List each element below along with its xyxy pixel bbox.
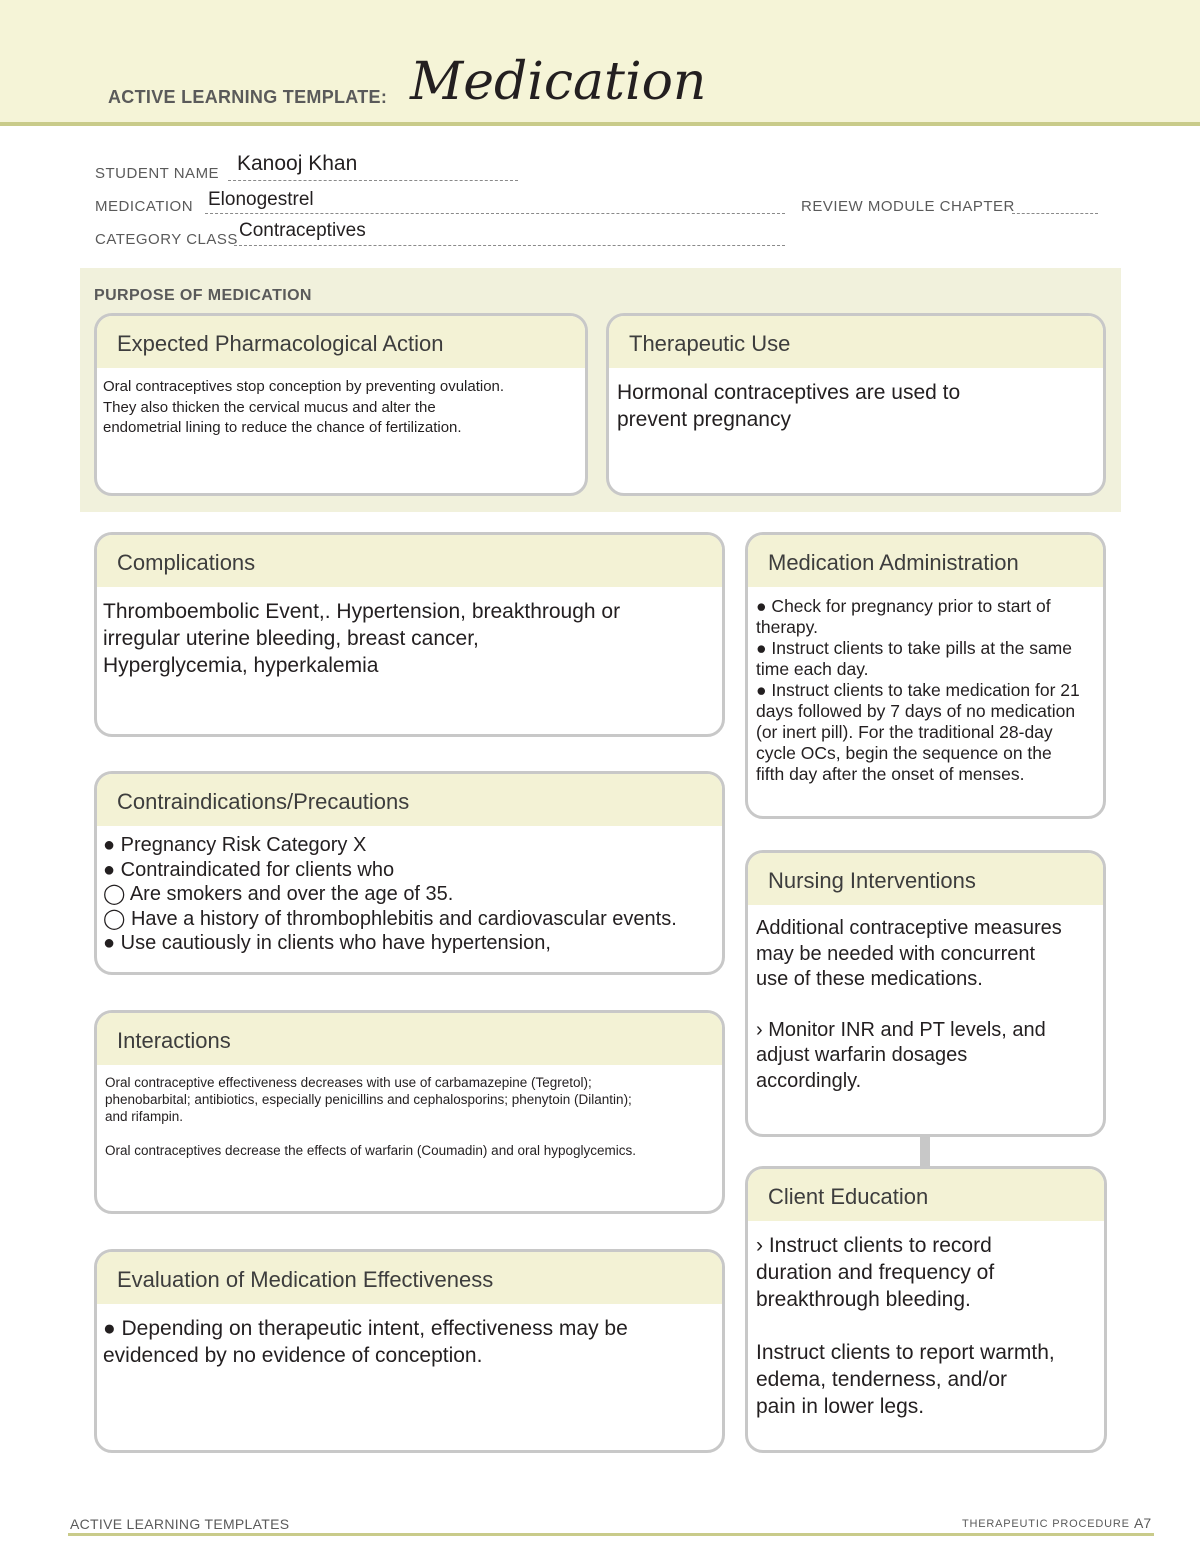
footer-rule: [68, 1533, 1154, 1536]
administration-line: therapy.: [756, 617, 818, 637]
nursing-line: use of these medications.: [756, 968, 983, 990]
education-line: Instruct clients to report warmth,: [756, 1341, 1055, 1364]
expected-action-body: [97, 368, 585, 439]
nursing-line: Additional contraceptive measures: [756, 917, 1062, 939]
expected-action-line: endometrial lining to reduce the chance of fertilization.: [103, 419, 462, 436]
complications-title: Complications: [97, 535, 722, 587]
administration-body: [748, 587, 1103, 785]
paragraph-gap: [756, 993, 1097, 1018]
review-module-line: [1012, 213, 1098, 214]
interactions-card: [94, 1010, 725, 1214]
contraindications-line: ◯ Have a history of thrombophlebitis and cardiovascular events.: [103, 907, 677, 930]
review-module-label: REVIEW MODULE CHAPTER: [801, 198, 1015, 215]
administration-line: time each day.: [756, 659, 869, 679]
nursing-title: Nursing Interventions: [748, 853, 1103, 905]
nursing-line: may be needed with concurrent: [756, 942, 1036, 965]
contraindications-body: [97, 826, 722, 956]
expected-action-title: Expected Pharmacological Action: [97, 316, 585, 368]
nursing-line: accordingly.: [756, 1069, 862, 1092]
education-line: edema, tenderness, and/or: [756, 1368, 1007, 1391]
contraindications-line: ● Use cautiously in clients who have hypertension,: [103, 932, 551, 954]
therapeutic-use-body: [609, 368, 1103, 433]
administration-line: cycle OCs, begin the sequence on the: [756, 743, 1052, 763]
administration-card: [745, 532, 1106, 819]
contraindications-line: ◯ Are smokers and over the age of 35.: [103, 883, 454, 905]
nursing-card: [745, 850, 1106, 1137]
interactions-line: phenobarbital; antibiotics, especially penicillins and cephalosporins; phenytoin (Dilantin);: [105, 1092, 632, 1107]
evaluation-body: [97, 1304, 722, 1369]
complications-line: Hyperglycemia, hyperkalemia: [103, 654, 379, 677]
administration-title: Medication Administration: [748, 535, 1103, 587]
administration-line: ● Instruct clients to take medication for 21: [756, 680, 1080, 700]
category-class-field[interactable]: Contraceptives: [239, 220, 366, 241]
student-name-label: STUDENT NAME: [95, 165, 220, 182]
category-class-line: [234, 245, 785, 246]
contraindications-line: ● Contraindicated for clients who: [103, 858, 395, 881]
education-line: › Instruct clients to record: [756, 1234, 992, 1257]
education-card: [745, 1166, 1107, 1453]
contraindications-title: Contraindications/Precautions: [97, 774, 722, 826]
nursing-line: › Monitor INR and PT levels, and: [756, 1018, 1046, 1041]
therapeutic-use-line: prevent pregnancy: [617, 408, 791, 431]
administration-line: ● Check for pregnancy prior to start of: [756, 596, 1051, 616]
medication-label: MEDICATION: [95, 198, 194, 215]
evaluation-line: ● Depending on therapeutic intent, effectiveness may be: [103, 1317, 628, 1340]
education-line: duration and frequency of: [756, 1261, 995, 1284]
administration-line: ● Instruct clients to take pills at the same: [756, 638, 1072, 658]
interactions-line: Oral contraceptives decrease the effects of warfarin (Coumadin) and oral hypoglycemics.: [105, 1143, 637, 1158]
contraindications-line: ● Pregnancy Risk Category X: [103, 834, 367, 856]
therapeutic-use-title: Therapeutic Use: [609, 316, 1103, 368]
interactions-title: Interactions: [97, 1013, 722, 1065]
purpose-label: PURPOSE OF MEDICATION: [94, 287, 312, 304]
footer-right: THERAPEUTIC PROCEDURE: [962, 1518, 1130, 1530]
evaluation-line: evidenced by no evidence of conception.: [103, 1344, 483, 1367]
paragraph-gap: [105, 1125, 716, 1142]
student-name-line: [228, 180, 518, 181]
education-line: breakthrough bleeding.: [756, 1288, 971, 1311]
complications-card: [94, 532, 725, 737]
category-class-label: CATEGORY CLASS: [95, 231, 238, 248]
card-connector: [920, 1135, 930, 1167]
medication-field[interactable]: Elonogestrel: [208, 189, 314, 210]
therapeutic-use-card: [606, 313, 1106, 496]
therapeutic-use-line: Hormonal contraceptives are used to: [617, 381, 961, 404]
nursing-line: adjust warfarin dosages: [756, 1044, 968, 1066]
interactions-line: and rifampin.: [105, 1109, 184, 1124]
interactions-line: Oral contraceptive effectiveness decreases with use of carbamazepine (Tegretol);: [105, 1075, 592, 1090]
paragraph-gap: [756, 1313, 1098, 1339]
student-name-field[interactable]: Kanooj Khan: [237, 152, 358, 175]
template-title: Medication: [410, 52, 707, 112]
administration-line: days followed by 7 days of no medication: [756, 701, 1076, 721]
education-body: [748, 1221, 1104, 1420]
expected-action-card: [94, 313, 588, 496]
medication-line: [205, 213, 785, 214]
education-title: Client Education: [748, 1169, 1104, 1221]
nursing-body: [748, 905, 1103, 1094]
contraindications-card: [94, 771, 725, 975]
administration-line: fifth day after the onset of menses.: [756, 764, 1025, 784]
evaluation-title: Evaluation of Medication Effectiveness: [97, 1252, 722, 1304]
administration-line: (or inert pill). For the traditional 28-day: [756, 722, 1053, 742]
page-number: A7: [1134, 1515, 1152, 1531]
interactions-body: [97, 1065, 722, 1159]
expected-action-line: They also thicken the cervical mucus and alter the: [103, 398, 436, 416]
expected-action-line: Oral contraceptives stop conception by preventing ovulation.: [103, 378, 505, 395]
footer-left: ACTIVE LEARNING TEMPLATES: [70, 1516, 290, 1532]
complications-line: irregular uterine bleeding, breast cancer,: [103, 627, 479, 650]
complications-body: [97, 587, 722, 679]
education-line: pain in lower legs.: [756, 1395, 925, 1418]
evaluation-card: [94, 1249, 725, 1453]
complications-line: Thromboembolic Event,. Hypertension, breakthrough or: [103, 600, 621, 623]
header-rule: [0, 122, 1200, 126]
template-label: ACTIVE LEARNING TEMPLATE:: [108, 87, 388, 107]
